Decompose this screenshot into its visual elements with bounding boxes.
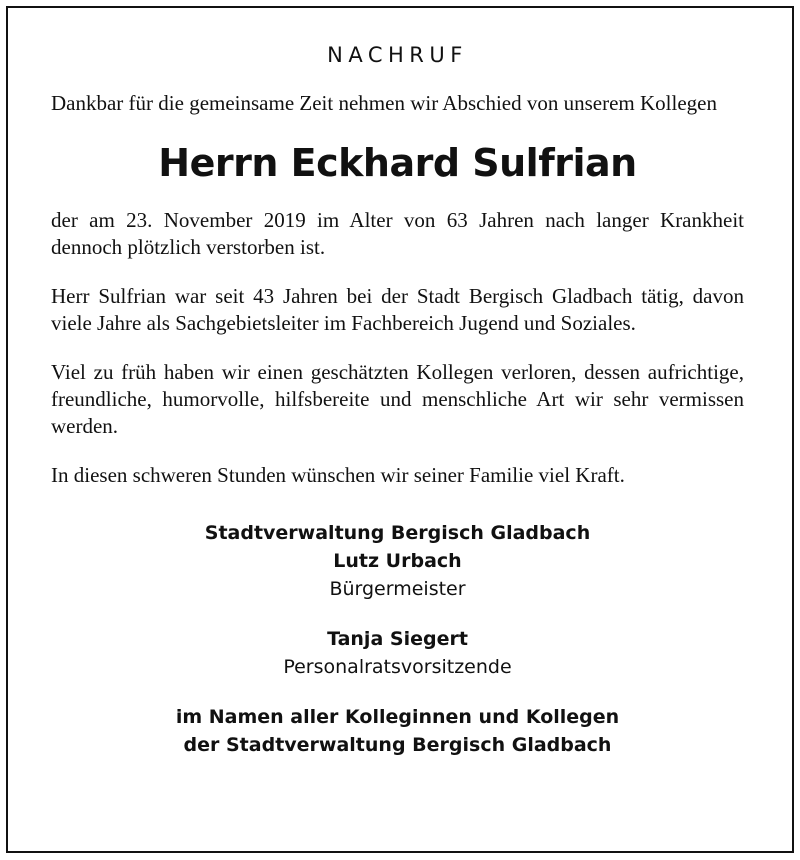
paragraph-tribute: Viel zu früh haben wir einen geschätzten Kollegen verloren, dessen aufrichtige, freundliche, humorvolle, hilfsbereite und menschliche Art wir sehr vermissen werden. [51, 360, 744, 438]
closing-line-1: im Namen aller Kolleginnen und Kollegen [175, 706, 620, 728]
signer-mayor-name: Lutz Urbach [333, 550, 462, 572]
obituary-notice [51, 42, 744, 781]
signer-council-title: Personalratsvorsitzende [283, 656, 512, 678]
notice-heading: NACHRUF [327, 43, 468, 67]
closing-line-2: der Stadtverwaltung Bergisch Gladbach [183, 734, 612, 756]
signer-council-name: Tanja Siegert [327, 628, 468, 650]
signer-mayor-title: Bürgermeister [329, 578, 466, 600]
deceased-name: Herrn Eckhard Sulfrian [158, 141, 637, 185]
intro-text: Dankbar für die gemeinsame Zeit nehmen wir Abschied von unserem Kollegen [51, 91, 717, 115]
signer-organization: Stadtverwaltung Bergisch Gladbach [204, 522, 591, 544]
paragraph-death: der am 23. November 2019 im Alter von 63 Jahren nach langer Krankheit dennoch plötzlich verstorben ist. [51, 208, 744, 259]
paragraph-career: Herr Sulfrian war seit 43 Jahren bei der Stadt Bergisch Gladbach tätig, davon viele Jahre als Sachgebietsleiter im Fachbereich Jugend und Soziales. [51, 284, 744, 335]
signature-block [51, 519, 744, 759]
paragraph-condolence: In diesen schweren Stunden wünschen wir seiner Familie viel Kraft. [51, 463, 625, 487]
